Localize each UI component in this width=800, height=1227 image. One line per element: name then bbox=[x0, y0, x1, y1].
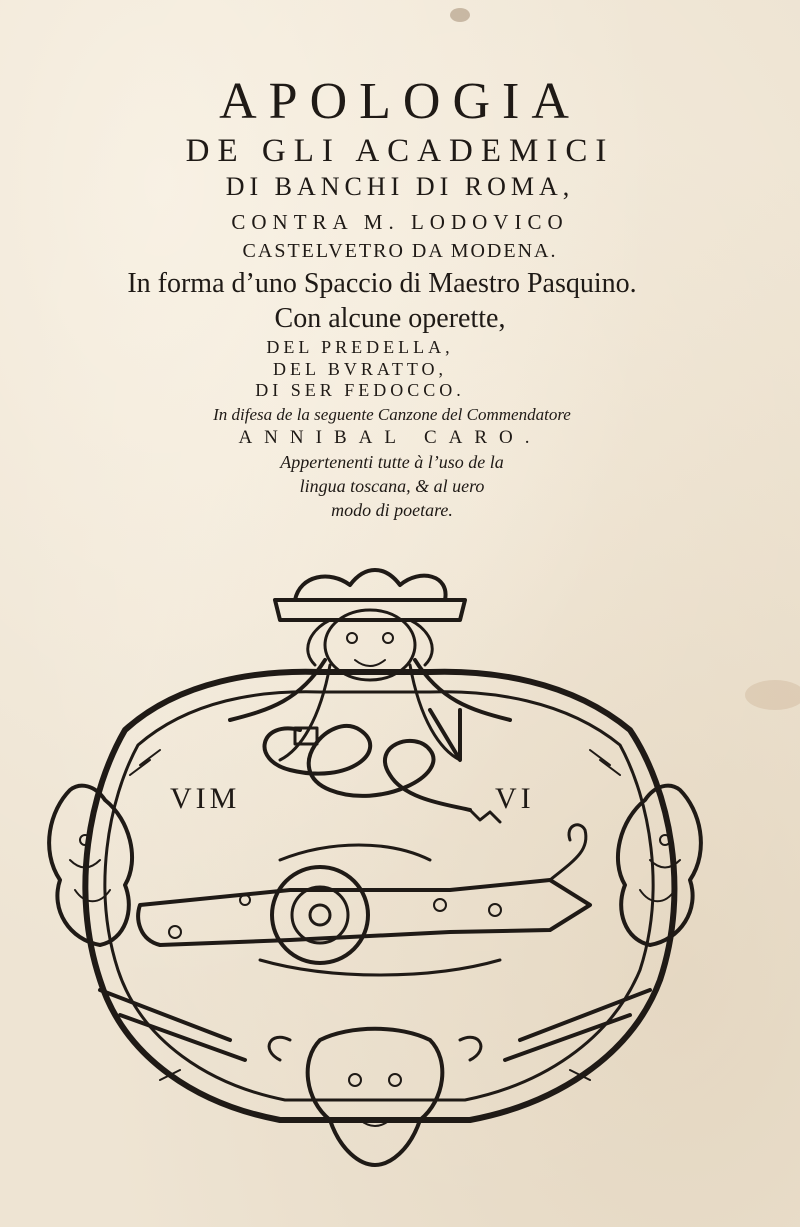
title-line-castelvetro: CASTELVETRO DA MODENA. bbox=[242, 240, 558, 262]
left-mask bbox=[49, 786, 132, 945]
title-line-contra: CONTRA M. LODOVICO bbox=[231, 210, 569, 234]
title-line-caro: ANNIBAL CARO. bbox=[238, 427, 542, 448]
title-line-modo: modo di poetare. bbox=[331, 500, 453, 520]
bottom-tools bbox=[100, 990, 650, 1060]
title-line-spaccio: In forma d’uno Spaccio di Maestro Pasquino. bbox=[127, 268, 637, 299]
bottom-mask bbox=[308, 1029, 443, 1165]
title-line-difesa: In difesa de la seguente Canzone del Commendatore bbox=[213, 405, 571, 424]
title-line-buratto: DEL BVRATTO, bbox=[273, 359, 447, 379]
title-line-apologia: APOLOGIA bbox=[219, 73, 581, 130]
title-line-appertenenti: Appertenenti tutte à l’uso de la bbox=[280, 452, 504, 472]
title-line-operette: Con alcune operette, bbox=[274, 303, 506, 334]
title-line-predella: DEL PREDELLA, bbox=[266, 337, 454, 357]
title-line-fedocco: DI SER FEDOCCO. bbox=[255, 380, 465, 400]
device-wheel bbox=[272, 867, 368, 963]
cartouche-frame bbox=[85, 672, 674, 1120]
title-line-banchi: DI BANCHI DI ROMA, bbox=[225, 172, 575, 201]
title-line-academici: DE GLI ACADEMICI bbox=[185, 133, 615, 169]
motto-right: VI bbox=[495, 782, 535, 815]
right-mask bbox=[618, 786, 701, 945]
paper-stain bbox=[450, 8, 470, 22]
paper-stain bbox=[745, 680, 800, 710]
motto-left: VIM bbox=[170, 782, 241, 815]
title-line-lingua: lingua toscana, & al uero bbox=[299, 476, 485, 496]
printer-device-woodcut bbox=[30, 560, 720, 1180]
